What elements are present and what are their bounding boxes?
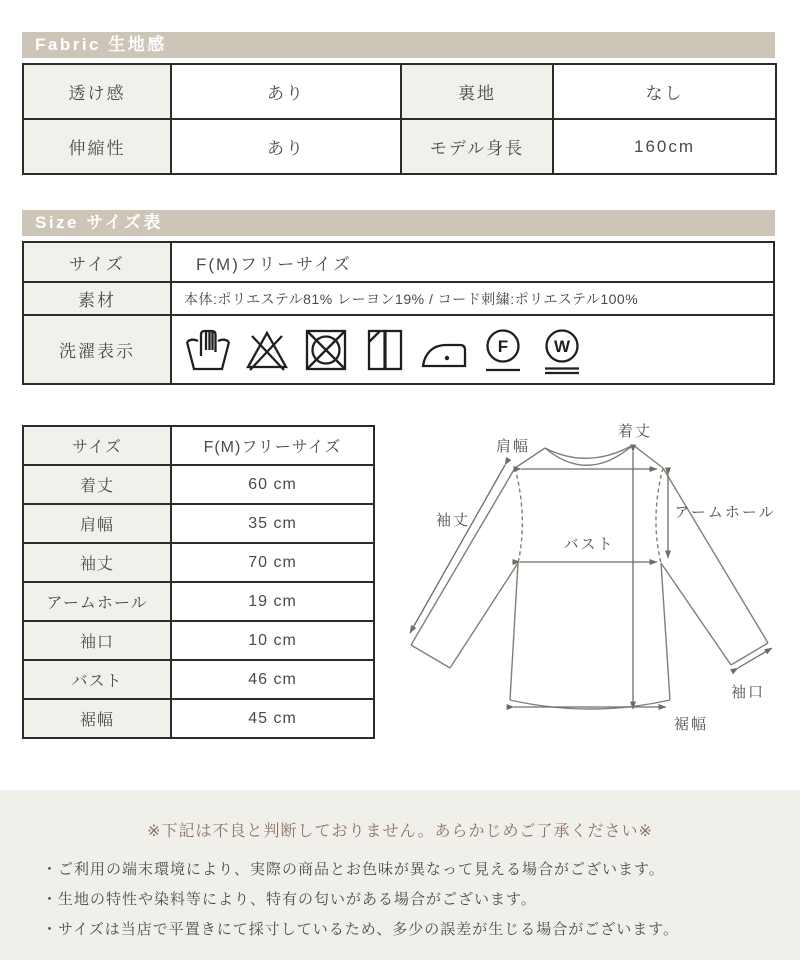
fabric-label: 伸縮性 — [23, 119, 171, 174]
table-row — [23, 504, 374, 543]
garment-measurement-diagram — [388, 418, 793, 753]
table-row — [23, 315, 774, 384]
measure-value: 70 cm — [171, 543, 374, 582]
measure-value: 60 cm — [171, 465, 374, 504]
notes-box — [0, 790, 800, 960]
diagram-label-armhole: アームホール — [674, 504, 776, 521]
measurements-table — [22, 425, 375, 739]
size-section-title: Size サイズ表 — [22, 210, 775, 236]
table-row — [23, 699, 374, 738]
measurement-arrows — [410, 452, 772, 709]
dry-clean-petroleum-icon — [479, 325, 527, 375]
measure-label: 袖口 — [23, 621, 171, 660]
svg-text:F: F — [497, 336, 509, 356]
do-not-tumble-dry-icon — [302, 325, 350, 375]
table-row — [23, 426, 374, 465]
diagram-label-length: 着丈 — [617, 423, 653, 440]
fabric-section-title: Fabric 生地感 — [22, 32, 775, 58]
fabric-label: 透け感 — [23, 64, 171, 119]
diagram-label-hem: 裾幅 — [673, 716, 709, 733]
fabric-value: あり — [171, 64, 401, 119]
hand-wash-icon — [184, 325, 232, 375]
measure-value: 19 cm — [171, 582, 374, 621]
measure-value: 10 cm — [171, 621, 374, 660]
size-label: サイズ — [23, 242, 171, 282]
measure-label: 肩幅 — [23, 504, 171, 543]
diagram-label-shoulder: 肩幅 — [495, 438, 531, 455]
diagram-label-sleeve: 袖丈 — [435, 512, 471, 529]
table-row — [23, 242, 774, 282]
gentle-wet-clean-icon — [538, 325, 586, 375]
fabric-value: あり — [171, 119, 401, 174]
drip-dry-in-shade-icon — [361, 325, 409, 375]
notes-item: ・サイズは当店で平置きにて採寸しているため、多少の誤差が生じる場合がございます。 — [42, 921, 680, 938]
measure-label: サイズ — [23, 426, 171, 465]
size-info-table — [22, 241, 775, 385]
material-label: 素材 — [23, 282, 171, 315]
measure-value: 45 cm — [171, 699, 374, 738]
table-row — [23, 282, 774, 315]
table-row — [23, 119, 776, 174]
table-row — [23, 582, 374, 621]
garment-outline — [411, 445, 768, 709]
measure-value: 46 cm — [171, 660, 374, 699]
table-row — [23, 660, 374, 699]
measure-label: バスト — [23, 660, 171, 699]
fabric-value: 160cm — [553, 119, 776, 174]
measure-label: 裾幅 — [23, 699, 171, 738]
notes-item: ・ご利用の端末環境により、実際の商品とお色味が異なって見える場合がございます。 — [42, 861, 665, 878]
care-symbols — [184, 325, 772, 375]
fabric-label: 裏地 — [401, 64, 553, 119]
measure-label: 袖丈 — [23, 543, 171, 582]
measure-label: アームホール — [23, 582, 171, 621]
table-row — [23, 621, 374, 660]
care-label: 洗濯表示 — [23, 315, 171, 384]
iron-low-heat-icon — [420, 325, 468, 375]
table-row — [23, 465, 374, 504]
care-symbols-cell — [171, 315, 774, 384]
diagram-label-bust: バスト — [563, 536, 615, 553]
table-row — [23, 543, 374, 582]
measure-value: 35 cm — [171, 504, 374, 543]
table-row — [23, 64, 776, 119]
diagram-label-cuff: 袖口 — [730, 684, 766, 701]
fabric-table — [22, 63, 777, 175]
size-value: F(M)フリーサイズ — [171, 242, 774, 282]
do-not-bleach-icon — [243, 325, 291, 375]
measure-label: 着丈 — [23, 465, 171, 504]
notes-title: ※下記は不良と判断しておりません。あらかじめご了承ください※ — [147, 823, 653, 840]
fabric-label: モデル身長 — [401, 119, 553, 174]
fabric-value: なし — [553, 64, 776, 119]
material-value: 本体:ポリエステル81% レーヨン19% / コード刺繍:ポリエステル100% — [171, 282, 774, 315]
notes-item: ・生地の特性や染料等により、特有の匂いがある場合がございます。 — [42, 891, 537, 908]
svg-text:W: W — [553, 336, 571, 356]
measure-value: F(M)フリーサイズ — [171, 426, 374, 465]
